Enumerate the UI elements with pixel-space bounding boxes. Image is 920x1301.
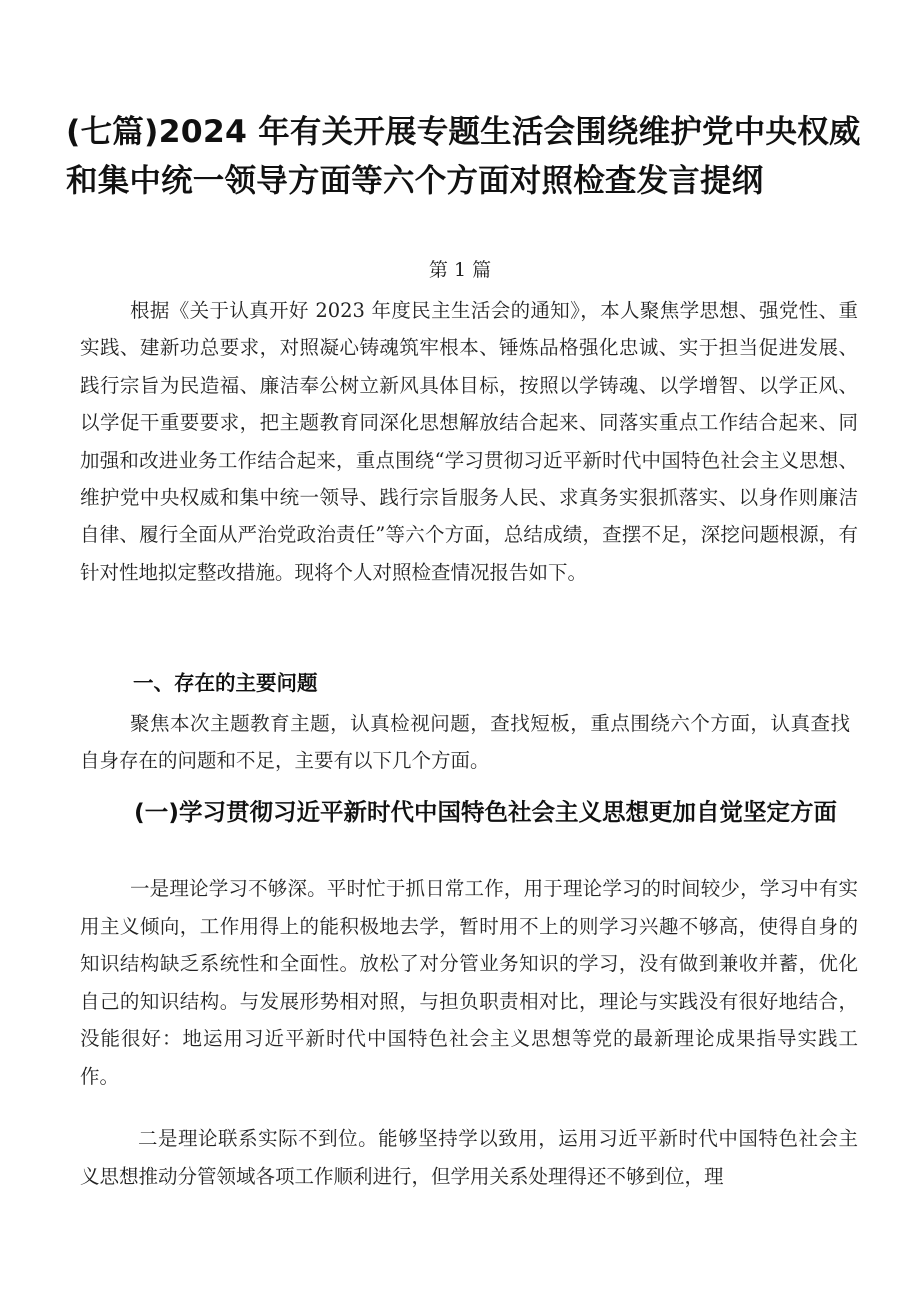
section-intro-paragraph: 聚焦本次主题教育主题，认真检视问题，查找短板，重点围绕六个方面，认真查找自身存在的问题和不足，主要有以下几个方面。: [80, 712, 850, 772]
section-heading-problems: 一、存在的主要问题: [133, 671, 318, 695]
intro-paragraph: 根据《关于认真开好 2023 年度民主生活会的通知》，本人聚焦学思想、强党性、重实践、建新功总要求，对照凝心铸魂筑牢根本、锤炼品格强化忠诚、实于担当促进发展、践行宗旨为民造福、廉洁奉公树立新风具体目标，按照以学铸魂、以学增智、以学正风、以学促干重要要求，把主题教育同深化思想解放结合起来、同落实重点工作结合起来、同加强和改进业务工作结合起来，重点围绕“学习贯彻习近平新时代中国特色社会主义思想、维护党中央权威和集中统一领导、践行宗旨服务人民、求真务实狠抓落实、以身作则廉洁自律、履行全面从严治党政治责任”等六个方面，总结成绩，查摆不足，深挖问题根源，有针对性地拟定整改措施。现将个人对照检查情况报告如下。: [80, 299, 858, 584]
subsection-heading-theory-study: (一)学习贯彻习近平新时代中国特色社会主义思想更加自觉坚定方面: [134, 798, 837, 826]
point-one-paragraph: 一是理论学习不够深。平时忙于抓日常工作，用于理论学习的时间较少，学习中有实用主义倾向，工作用得上的能积极地去学，暂时用不上的则学习兴趣不够高，使得自身的知识结构缺乏系统性和全面性。放松了对分管业务知识的学习，没有做到兼收并蓄，优化自己的知识结构。与发展形势相对照，与担负职责相对比，理论与实践没有很好地结合，没能很好：地运用习近平新时代中国特色社会主义思想等党的最新理论成果指导实践工作。: [80, 877, 858, 1088]
article-label: 第 1 篇: [428, 259, 492, 281]
point-two-paragraph: 二是理论联系实际不到位。能够坚持学以致用，运用习近平新时代中国特色社会主义思想推动分管领域各项工作顺利进行，但学用关系处理得还不够到位，理: [80, 1127, 858, 1188]
document-title: (七篇)2024 年有关开展专题生活会围绕维护党中央权威和集中统一领导方面等六个方面对照检查发言提纲: [66, 114, 861, 199]
